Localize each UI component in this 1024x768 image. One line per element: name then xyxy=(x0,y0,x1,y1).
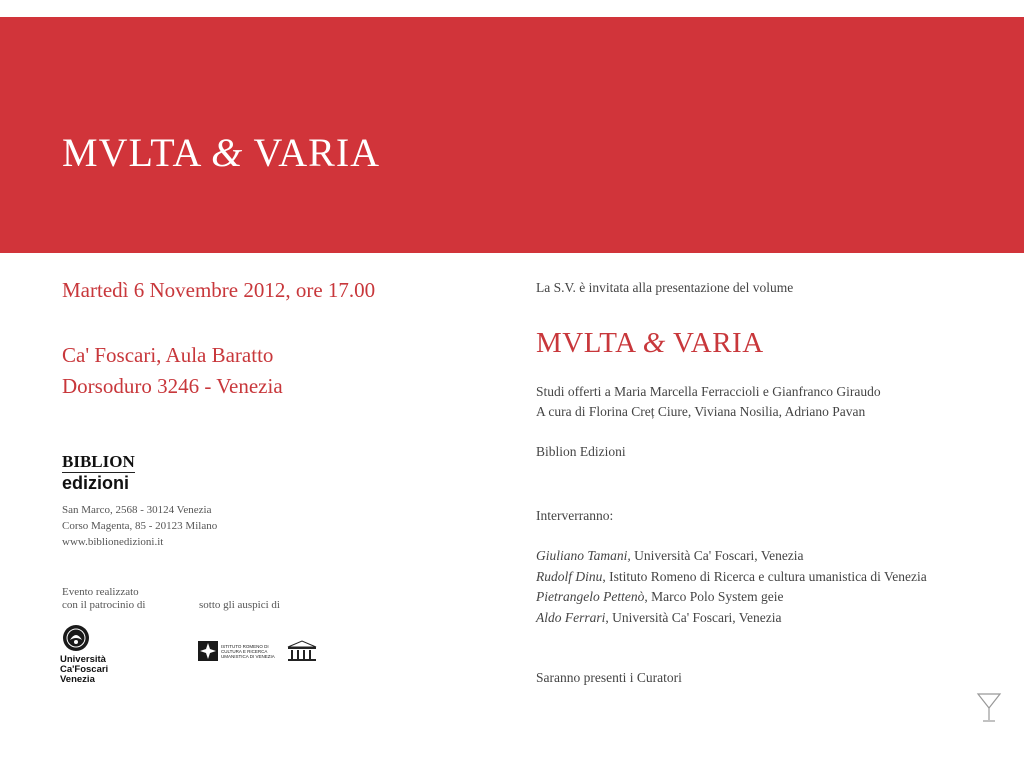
description-line: Studi offerti a Maria Marcella Ferraccioli e Gianfranco Giraudo xyxy=(536,384,881,399)
speaker-affiliation: Università Ca' Foscari, Venezia xyxy=(630,548,804,563)
speaker-name: Giuliano Tamani, xyxy=(536,548,631,563)
book-description xyxy=(536,382,881,422)
institute-cross-icon xyxy=(198,641,218,661)
speaker-name: Pietrangelo Pettenò xyxy=(536,589,645,604)
speaker-list xyxy=(536,546,976,628)
publisher-name: Biblion Edizioni xyxy=(536,444,626,459)
banner-title-part: VARIA xyxy=(243,130,381,175)
speakers-label: Interverranno: xyxy=(536,508,614,523)
biblion-logo-top: BIBLION xyxy=(62,452,135,471)
description-line: A cura di Florina Creț Ciure, Viviana Nosilia, Adriano Pavan xyxy=(536,404,866,419)
building-icon xyxy=(287,640,317,662)
auspici-text: sotto gli auspici di xyxy=(199,599,280,611)
speaker-item xyxy=(536,546,976,567)
book-title-part: VARIA xyxy=(665,327,764,359)
patronage-line: Evento realizzato xyxy=(62,586,139,598)
institute-logo-text: ISTITUTO ROMENO DI CULTURA E RICERCA UMANISTICA DI VENEZIA xyxy=(221,643,275,659)
biblion-logo xyxy=(62,452,135,493)
address-line: Corso Magenta, 85 - 20123 Milano xyxy=(62,520,218,532)
venue-line: Dorsoduro 3246 - Venezia xyxy=(62,374,283,398)
biblion-logo-bottom: edizioni xyxy=(62,473,129,493)
speaker-affiliation: , Istituto Romeno di Ricerca e cultura umanistica di Venezia xyxy=(602,568,927,584)
university-logo-line: Venezia xyxy=(60,674,95,685)
invite-intro: La S.V. è invitata alla presentazione del volume xyxy=(536,280,794,295)
banner-title-ampersand: & xyxy=(211,130,244,175)
institute-logo xyxy=(198,640,317,662)
closing-note: Saranno presenti i Curatori xyxy=(536,670,682,685)
header-banner xyxy=(0,17,1024,253)
book-title xyxy=(536,327,764,360)
speaker-item xyxy=(536,608,976,629)
patronage-line: con il patrocinio di xyxy=(62,599,146,611)
venue-line: Ca' Foscari, Aula Baratto xyxy=(62,343,274,367)
address-line: San Marco, 2568 - 30124 Venezia xyxy=(62,504,212,516)
publisher-address xyxy=(62,502,217,550)
banner-title-part: MVLTA xyxy=(62,130,212,175)
event-venue xyxy=(62,340,283,402)
university-logo-line: Università xyxy=(60,654,106,665)
speaker-item xyxy=(536,567,976,588)
speaker-item xyxy=(536,587,976,608)
university-logo xyxy=(60,623,130,685)
website-link[interactable]: www.biblionedizioni.it xyxy=(62,536,164,548)
book-title-part: MVLTA xyxy=(536,327,643,359)
speaker-name: Rudolf Dinu xyxy=(536,568,603,584)
book-title-ampersand: & xyxy=(642,327,666,359)
university-emblem-icon xyxy=(62,623,90,653)
university-logo-text xyxy=(60,655,130,685)
event-date: Martedì 6 Novembre 2012, ore 17.00 xyxy=(62,278,376,302)
speaker-affiliation: , Università Ca' Foscari, Venezia xyxy=(605,609,782,625)
university-logo-line: Ca'Foscari xyxy=(60,664,109,675)
speaker-name: Aldo Ferrari xyxy=(536,609,606,625)
patronage-text xyxy=(62,586,145,612)
banner-title xyxy=(62,129,380,176)
cocktail-glass-icon xyxy=(976,692,1002,724)
speaker-affiliation: , Marco Polo System geie xyxy=(644,589,784,604)
